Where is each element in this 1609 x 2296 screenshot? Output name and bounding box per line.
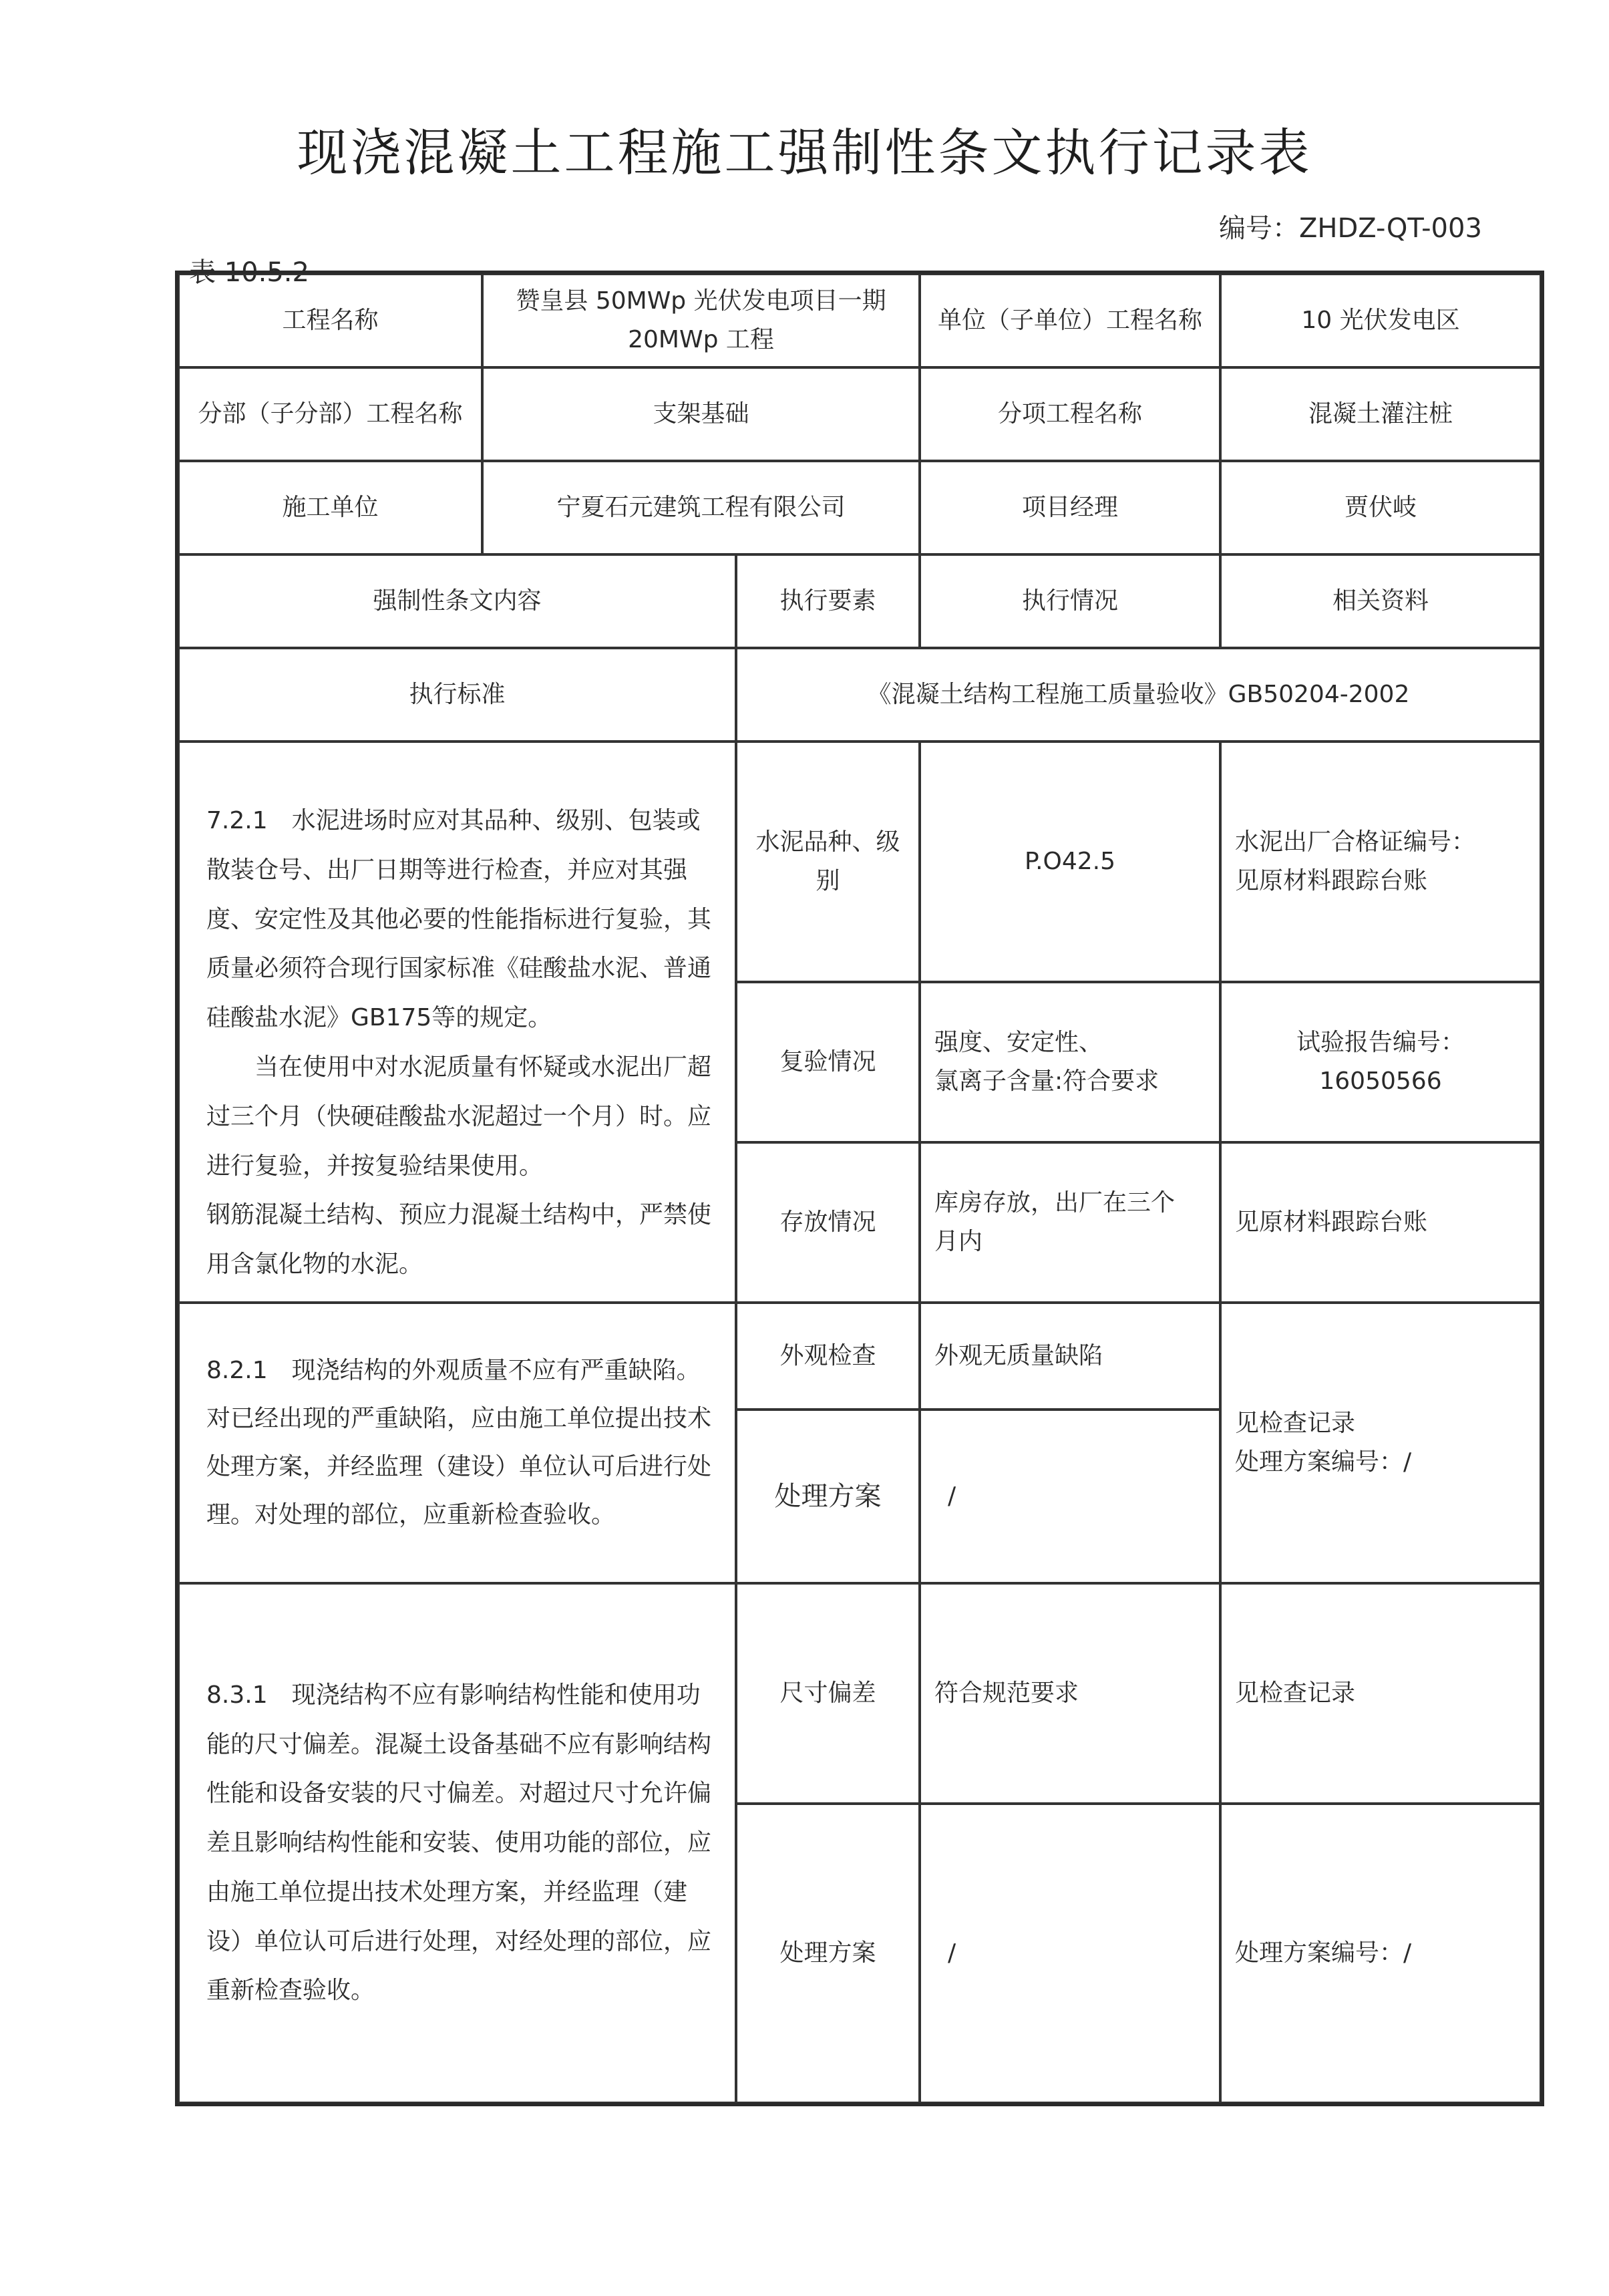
reference-dimension-record: 见检查记录 <box>1220 1583 1541 1804</box>
unit-project-label: 单位（子单位）工程名称 <box>920 274 1220 367</box>
page-title: 现浇混凝土工程施工强制性条文执行记录表 <box>297 123 1312 182</box>
project-name-label: 工程名称 <box>178 274 482 367</box>
element-treatment-plan-2: 处理方案 <box>736 1804 920 2103</box>
subitem-label: 分项工程名称 <box>920 367 1220 461</box>
contractor-value: 宁夏石元建筑工程有限公司 <box>482 461 920 554</box>
element-appearance: 外观检查 <box>736 1303 920 1410</box>
column-header-reference: 相关资料 <box>1220 554 1541 648</box>
status-appearance: 外观无质量缺陷 <box>920 1303 1220 1410</box>
status-dimension-deviation: 符合规范要求 <box>920 1583 1220 1804</box>
record-table <box>175 271 1544 2106</box>
element-treatment-plan: 处理方案 <box>736 1410 920 1583</box>
standard-label: 执行标准 <box>178 648 736 742</box>
element-dimension-deviation: 尺寸偏差 <box>736 1583 920 1804</box>
division-label: 分部（子分部）工程名称 <box>178 367 482 461</box>
element-storage: 存放情况 <box>736 1142 920 1303</box>
reference-cement-certificate: 水泥出厂合格证编号： 见原材料跟踪台账 <box>1220 742 1541 982</box>
clause-7-2-1: 7.2.1 水泥进场时应对其品种、级别、包装或散装仓号、出厂日期等进行检查，并应对其强度、安定性及其他必要的性能指标进行复验，其质量必须符合现行国家标准《硅酸盐水泥、普通硅酸盐水泥》GB175等的规定。 当在使用中对水泥质量有怀疑或水泥出厂超过三个月（快硬硅酸盐水泥超过一个月）时。应进行复验，并按复验结果使用。 钢筋混凝土结构、预应力混凝土结构中，严禁使用含氯化物的水泥。 <box>178 742 736 1303</box>
column-header-content: 强制性条文内容 <box>178 554 736 648</box>
contractor-label: 施工单位 <box>178 461 482 554</box>
status-treatment-plan-2: / <box>920 1804 1220 2103</box>
column-header-element: 执行要素 <box>736 554 920 648</box>
division-value: 支架基础 <box>482 367 920 461</box>
table-number: 表 10.5.2 <box>189 257 309 288</box>
status-storage: 库房存放，出厂在三个 月内 <box>920 1142 1220 1303</box>
status-treatment-plan: / <box>920 1410 1220 1583</box>
element-retest: 复验情况 <box>736 982 920 1142</box>
subitem-value: 混凝土灌注桩 <box>1220 367 1541 461</box>
document-number: 编号：ZHDZ-QT-003 <box>1219 213 1482 244</box>
clause-8-2-1: 8.2.1 现浇结构的外观质量不应有严重缺陷。对已经出现的严重缺陷，应由施工单位提出技术处理方案，并经监理（建设）单位认可后进行处理。对处理的部位，应重新检查验收。 <box>178 1303 736 1583</box>
reference-storage: 见原材料跟踪台账 <box>1220 1142 1541 1303</box>
unit-project-value: 10 光伏发电区 <box>1220 274 1541 367</box>
element-cement-type: 水泥品种、级别 <box>736 742 920 982</box>
status-cement-type: P.O42.5 <box>920 742 1220 982</box>
standard-value: 《混凝土结构工程施工质量验收》GB50204-2002 <box>736 648 1541 742</box>
reference-inspection-record: 见检查记录 处理方案编号：/ <box>1220 1303 1541 1583</box>
status-retest: 强度、安定性、 氯离子含量:符合要求 <box>920 982 1220 1142</box>
project-manager-value: 贾伏岐 <box>1220 461 1541 554</box>
column-header-status: 执行情况 <box>920 554 1220 648</box>
project-manager-label: 项目经理 <box>920 461 1220 554</box>
clause-8-3-1: 8.3.1 现浇结构不应有影响结构性能和使用功能的尺寸偏差。混凝土设备基础不应有影响结构性能和设备安装的尺寸偏差。对超过尺寸允许偏差且影响结构性能和安装、使用功能的部位，应由施工单位提出技术处理方案，并经监理（建设）单位认可后进行处理，对经处理的部位，应重新检查验收。 <box>178 1583 736 2103</box>
reference-test-report: 试验报告编号： 16050566 <box>1220 982 1541 1142</box>
project-name-value: 赞皇县 50MWp 光伏发电项目一期 20MWp 工程 <box>482 274 920 367</box>
reference-treatment-plan-number: 处理方案编号：/ <box>1220 1804 1541 2103</box>
